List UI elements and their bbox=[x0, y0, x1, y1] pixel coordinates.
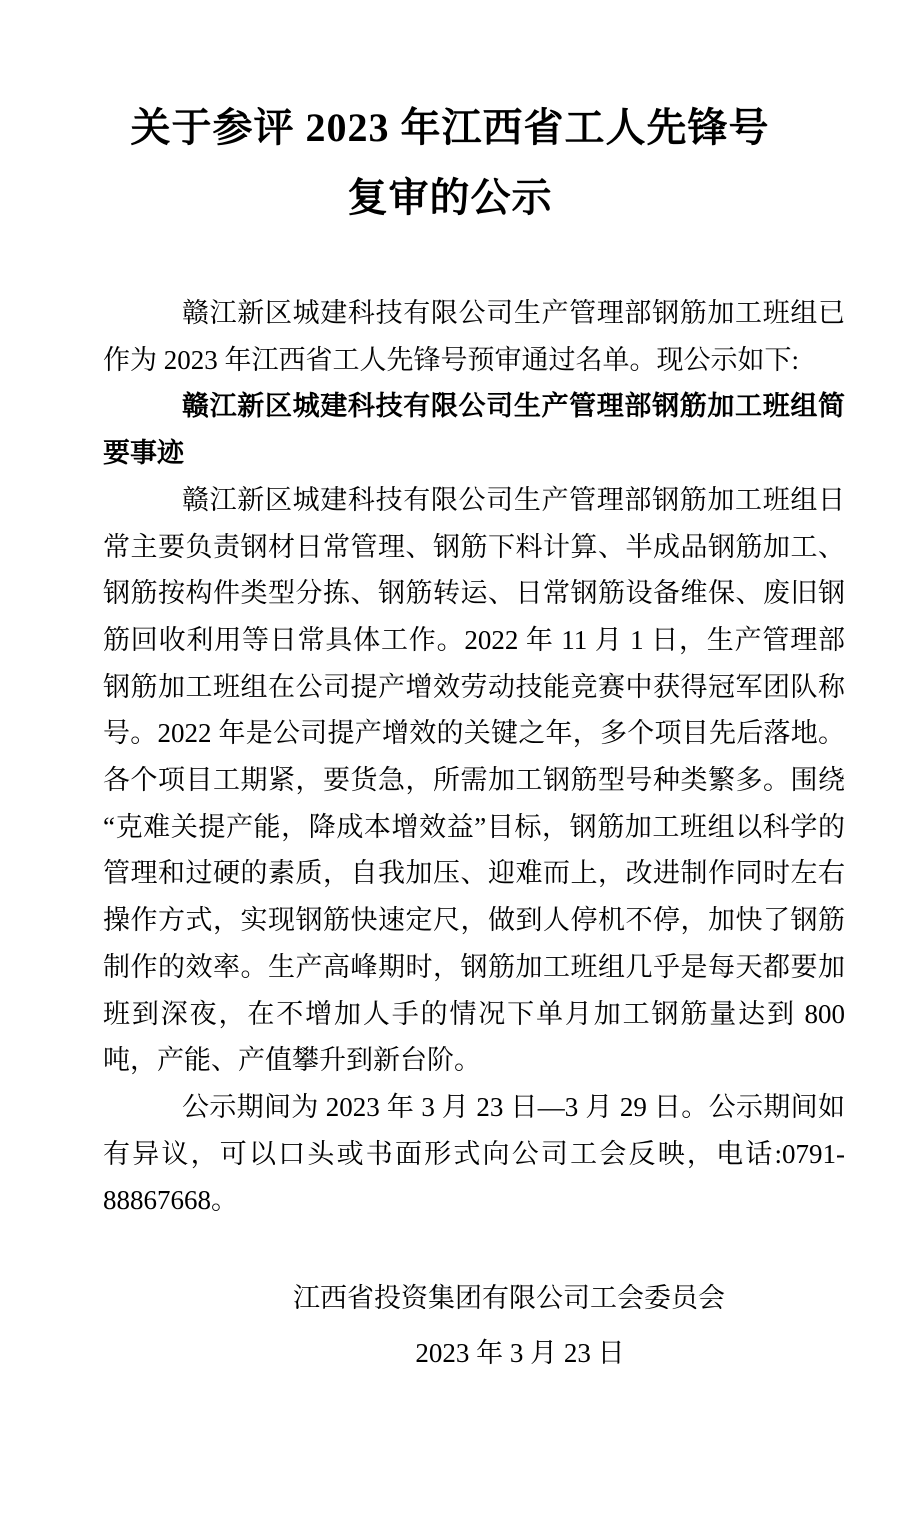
paragraph-intro: 赣江新区城建科技有限公司生产管理部钢筋加工班组已作为 2023 年江西省工人先锋号预审通过名单。现公示如下: bbox=[103, 298, 845, 375]
paragraph-section-heading: 赣江新区城建科技有限公司生产管理部钢筋加工班组简要事迹 bbox=[103, 391, 845, 469]
signature-organization: 江西省投资集团有限公司工会委员会 bbox=[293, 1283, 725, 1314]
document-title-line-2: 复审的公示 bbox=[347, 175, 553, 220]
paragraph-publicity-period: 公示期间为 2023 年 3 月 23 日—3 月 29 日。公示期间如有异议，可以口头或书面形式向公司工会反映，电话:​0791-88867668。 bbox=[103, 1091, 845, 1216]
document-title bbox=[0, 0, 900, 233]
paragraph-deeds: 赣江新区城建科技有限公司生产管理部钢筋加工班组日常主要负责钢材日常管理、钢筋下料计算、半成品钢筋加工、钢筋按构件类型分拣、钢筋转运、日常钢筋设备维保、废旧钢筋回收利用等日常具体工作。2022 年 11 月 1 日，生产管理部钢筋加工班组在公司提产增效劳动技能竞赛中获得冠军团队称号。2022 年是公司提产增效的关键之年，多个项目先后落地。各个项目工期紧，要货急，所需加工钢筋型号种类繁多。围绕“克难关提产能，降成本增效益”目标，钢筋加工班组以科学的管理和过硬的素质，自我加压、迎难而上，改进制作同时左右操作方式，实现钢筋快速定尺，做到人停机不停，加快了钢筋制作的效率。生产高峰期时，钢筋加工班组几乎是每天都要加班到深夜，在不增加人手的情况下单月加工钢筋量达到 800 吨，产能、产值攀升到新台阶。 bbox=[103, 484, 845, 1076]
closing-block bbox=[0, 1275, 900, 1376]
document-body bbox=[0, 290, 900, 1224]
document-title-line-1: 关于参评 2023 年江西省工人先锋号 bbox=[130, 105, 770, 150]
signature-date: 2023 年 3 月 23 日 bbox=[415, 1337, 625, 1368]
